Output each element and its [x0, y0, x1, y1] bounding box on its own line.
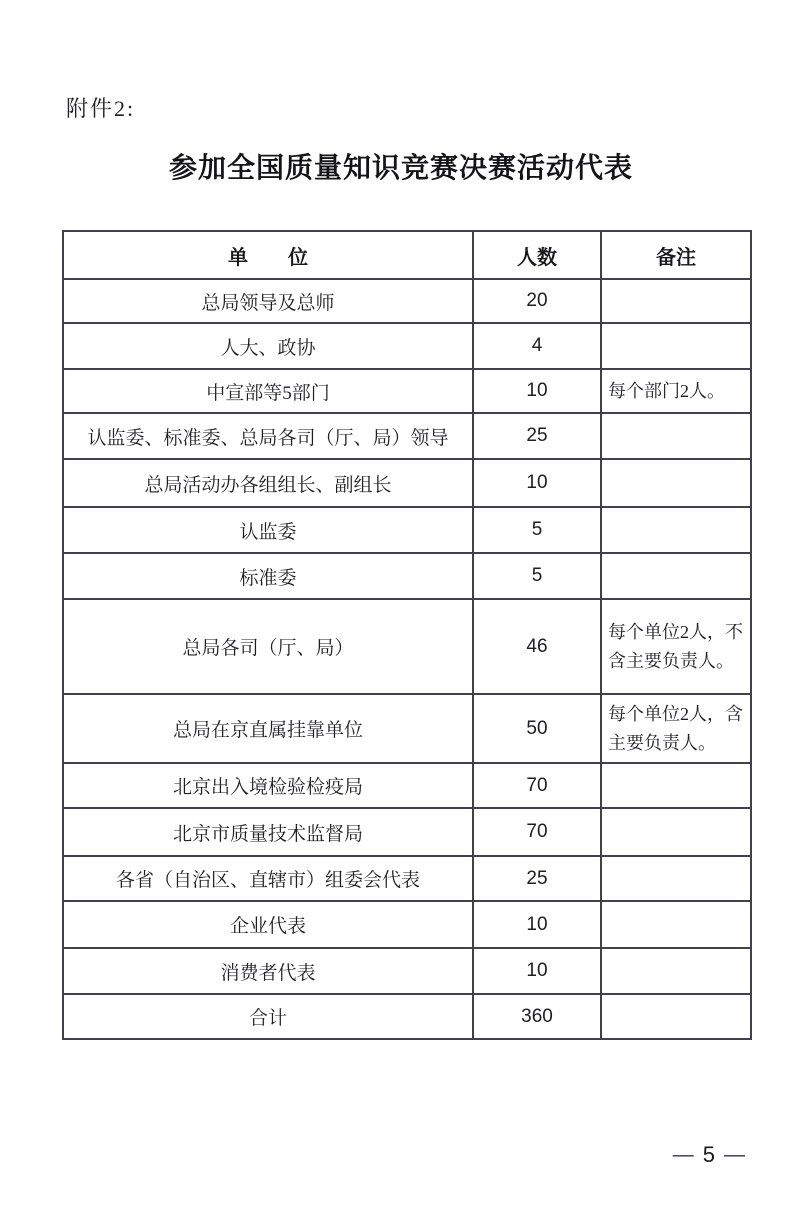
remark-cell: 每个部门2人。: [601, 369, 751, 413]
unit-cell: 北京出入境检验检疫局: [63, 763, 473, 808]
count-cell: 360: [473, 994, 601, 1039]
table-row: [63, 808, 751, 856]
unit-cell: 标准委: [63, 553, 473, 599]
table-row: [63, 599, 751, 694]
unit-cell: 认监委、标准委、总局各司（厅、局）领导: [63, 413, 473, 459]
count-cell: 25: [473, 413, 601, 459]
unit-cell: 总局领导及总师: [63, 279, 473, 323]
table-row: [63, 994, 751, 1039]
table-row: [63, 507, 751, 553]
count-cell: 10: [473, 901, 601, 948]
representatives-table: [62, 230, 752, 1040]
table-row: [63, 694, 751, 763]
attachment-label: 附件2:: [66, 96, 136, 121]
unit-cell: 各省（自治区、直辖市）组委会代表: [63, 856, 473, 901]
count-cell: 50: [473, 694, 601, 763]
column-header-count: 人数: [473, 231, 601, 279]
unit-cell: 北京市质量技术监督局: [63, 808, 473, 856]
page-number-dash-left: —: [672, 1143, 694, 1166]
remark-cell: [601, 994, 751, 1039]
count-cell: 70: [473, 763, 601, 808]
count-cell: 4: [473, 323, 601, 369]
count-cell: 20: [473, 279, 601, 323]
unit-cell: 总局活动办各组组长、副组长: [63, 459, 473, 507]
column-header-remark: 备注: [601, 231, 751, 279]
unit-cell: 人大、政协: [63, 323, 473, 369]
table-row: [63, 901, 751, 948]
remark-cell: [601, 323, 751, 369]
remark-cell: [601, 808, 751, 856]
remark-cell: [601, 948, 751, 994]
count-cell: 10: [473, 459, 601, 507]
count-cell: 5: [473, 553, 601, 599]
table-row: [63, 553, 751, 599]
count-cell: 25: [473, 856, 601, 901]
page-title: 参加全国质量知识竞赛决赛活动代表: [168, 152, 633, 183]
remark-cell: [601, 279, 751, 323]
table-row: [63, 323, 751, 369]
page-number-dash-right: —: [724, 1143, 745, 1166]
remark-cell: 每个单位2人，不含主要负责人。: [601, 599, 751, 694]
remark-cell: 每个单位2人，含主要负责人。: [601, 694, 751, 763]
table-row: [63, 459, 751, 507]
remark-cell: [601, 856, 751, 901]
count-cell: 5: [473, 507, 601, 553]
table-row: [63, 948, 751, 994]
count-cell: 10: [473, 369, 601, 413]
remark-cell: [601, 459, 751, 507]
table-row: [63, 413, 751, 459]
unit-cell: 总局在京直属挂靠单位: [63, 694, 473, 763]
remark-cell: [601, 553, 751, 599]
table-row: [63, 279, 751, 323]
page-number: 5: [702, 1142, 715, 1167]
page-footer: [673, 1142, 745, 1168]
remark-cell: [601, 413, 751, 459]
count-cell: 46: [473, 599, 601, 694]
unit-cell: 中宣部等5部门: [63, 369, 473, 413]
table-row: [63, 763, 751, 808]
table-row: [63, 856, 751, 901]
unit-cell: 合计: [63, 994, 473, 1039]
table-row: [63, 369, 751, 413]
unit-cell: 认监委: [63, 507, 473, 553]
table-header-row: [63, 231, 751, 279]
remark-cell: [601, 507, 751, 553]
unit-cell: 企业代表: [63, 901, 473, 948]
unit-cell: 总局各司（厅、局）: [63, 599, 473, 694]
unit-cell: 消费者代表: [63, 948, 473, 994]
count-cell: 70: [473, 808, 601, 856]
remark-cell: [601, 901, 751, 948]
column-header-unit: 单 位: [63, 231, 473, 279]
count-cell: 10: [473, 948, 601, 994]
remark-cell: [601, 763, 751, 808]
